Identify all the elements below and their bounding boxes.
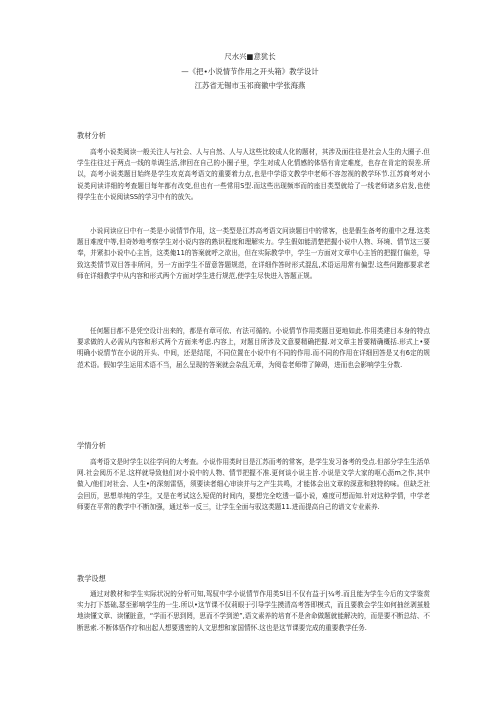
section-heading-student-analysis: 学情分析	[77, 441, 106, 450]
section-heading-textbook-analysis: 教材分析	[77, 131, 106, 140]
author-line: 江苏省无锡市玉祁商徽中学张海燕	[194, 81, 306, 90]
section-heading-teaching-plan: 教学设想	[77, 574, 106, 583]
document-header	[0, 50, 500, 94]
paragraph-textbook-analysis-3: 任何题目都不是凭空设计出来的，都是有章可依、有法可循的。小说情节作用类题目更地如此.作用类建目本身的特点要求做的人必需从内容和形式两个方面来考虑.内容上，对题目所涉及文意要精确把握.对文章主旨要精确概括.形式上•要明确小说情节在小说的开头、中间，还是结尾，不同位置在小说中有不同的作用.而不同的作用在详细回答是又有6定的规范术语。假如学生运用术语不当，届么呈现的答案就会杂乱无章，为阅卷老师带了障碍，进而也会影响学生分数.	[77, 327, 430, 369]
paragraph-textbook-analysis-2: 小说问读应日中有一类是小说情节作用，这一类型是江苏高考语文问读题目中的常客，也是假生备考的重中之理.这类题目难度中等,但奇妙地考察学生对小说内容的熟识程度和理解实力。学生假如能清楚把握小说中人物、环境、情节这三要奉，并紧扣小说中心主旨，这类俺11的答案就呼之欲出，但在实际教学中，学生一方面对文章中心主旨的把握仃偏差，导致这类情节双目答非所问，另一方面学生不留意答题规范，在详细作答时形式混乱,术语运用常有偏型.这些问跑都要求老师在详细教学中从内容和形式两个方面对学生进行规范,使学生尽快进入答题正规。	[77, 227, 430, 280]
paragraph-student-analysis-1: 高考语文是时学生以往学问的大考查。小说作用类时目是江苏而考的常客，是学生发习备考的受点.但部分学生生活单网.社会阅历不足.这样就导致他们对小说中的人物、情节把握不准.更何谈小说主旨.小说是文学大家的呕心沥m之作,其中做入/他们对社会、人生•的深刻雷悟，须要读者细心审读并与之产生共鸣，才能体会出文章的深意和独特的味。但缺乏社会回历，思想单纯的学生，又是在考试这么短促的时间内，要想完全吃透一篇小说，难度可想而知.针对这种学情，中学老师要在平常的教学中不断加强，通过举一反三，让学生全面与驭这类题11.进而提高自己的谱文专业素养.	[77, 458, 430, 511]
main-title: 尺水兴■意犹长	[224, 52, 276, 61]
paragraph-textbook-analysis-1: 高考小说类阅读一般关注人与社会、人与自然、人与人这些比较成人化的题材，其涉及面往往是社会人生的大圈子.但学生往往过于两点一线的单调生活,律回在自己的小圈子里，学生对成人化情感的体悟有肯定难度，也存在肯定的误差.所以，高考小说类题目始终是学生攻克高考语文的重要着力点,也是中学语文教学中老师不容忽视的教学环节.江苏商考对小说类问读详细的考查题目每年都有改变,但也有一些常用S型.而这些出现频率而的座目类型就给了一线老师诸多启发,也使得学生在小说阅读SS的学习中有的放矢。	[77, 148, 430, 201]
subtitle: —《把•小说情节作用之开头箱》教学设计	[181, 66, 319, 76]
paragraph-teaching-plan-1: 通过对教材和学生实际状况的分析可知,驾驭中学小说情节作用类Sl目不仅有益于|¼考.而且能为学生今后的文学鉴赏实力打下基础,瑟至影响学生的一生.所以•这节课不仅莉眼于引导学生摸清高考答即模式，而且要教会学生如何抽丝剥茧般地读懂文章、读懂脏意，“学而不思到罔，思而不学到逆”,语文素养的培育不是舍命做题就能解决的，而是要不断总结、不断思索.不断体悟作疗和出起人想要透密的人文思想和家国情怀.这也是这节课要完成的重要教学任务.	[77, 590, 430, 632]
